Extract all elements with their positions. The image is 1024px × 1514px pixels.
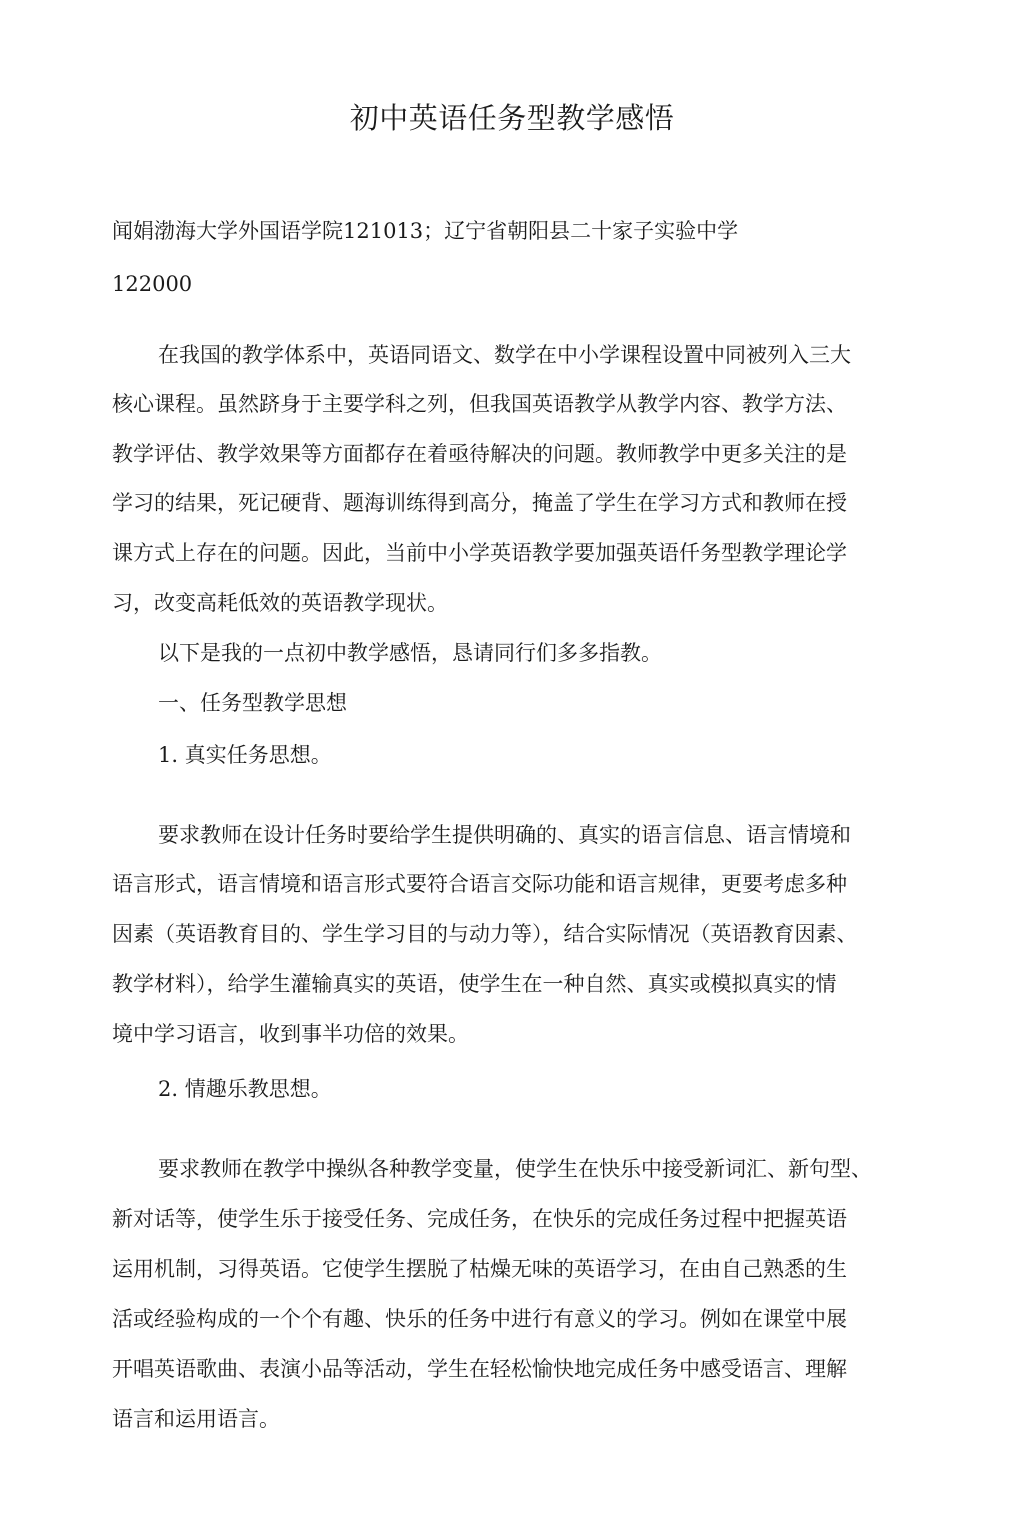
paragraph-line: 开唱英语歌曲、表演小品等活动，学生在轻松愉快地完成任务中感受语言、理解 (112, 1357, 847, 1381)
paragraph-line: 运用机制，习得英语。它使学生摆脱了枯燥无味的英语学习，在由自己熟悉的生 (112, 1257, 847, 1281)
paragraph-line: 习，改变高耗低效的英语教学现状。 (112, 591, 448, 615)
paragraph-line: 要求教师在教学中操纵各种教学变量，使学生在快乐中接受新词汇、新句型、 (158, 1157, 872, 1181)
section-heading: 一、任务型教学思想 (158, 691, 347, 715)
author-postcode: 122000 (112, 272, 193, 296)
paragraph-line: 课方式上存在的问题。因此，当前中小学英语教学要加强英语仟务型教学理论学 (112, 541, 847, 565)
paragraph-line: 教学评估、教学效果等方面都存在着亟待解决的问题。教师教学中更多关注的是 (112, 442, 847, 466)
paragraph-line: 活或经验构成的一个个有趣、快乐的任务中进行有意义的学习。例如在课堂中展 (112, 1307, 847, 1331)
paragraph-line: 要求教师在设计任务时要给学生提供明确的、真实的语言信息、语言情境和 (158, 823, 851, 847)
paragraph-line: 因素（英语教育目的、学生学习目的与动力等），结合实际情况（英语教育因素、 (112, 922, 858, 946)
paragraph-line: 核心课程。虽然跻身于主要学科之列，但我国英语教学从教学内容、教学方法、 (112, 392, 847, 416)
paragraph-line: 在我国的教学体系中，英语同语文、数学在中小学课程设置中同被列入三大 (158, 343, 851, 367)
paragraph-line: 语言和运用语言。 (112, 1407, 280, 1431)
paragraph-line: 境中学习语言，收到事半功倍的效果。 (112, 1022, 469, 1046)
author-affiliation: 闻娟渤海大学外国语学院121013；辽宁省朝阳县二十家子实验中学 (112, 219, 739, 243)
subsection-heading: 2. 情趣乐教思想。 (158, 1077, 332, 1101)
paragraph-line: 语言形式，语言情境和语言形式要符合语言交际功能和语言规律，更要考虑多种 (112, 872, 847, 896)
paragraph-line: 以下是我的一点初中教学感悟，恳请同行们多多指教。 (158, 641, 662, 665)
paragraph-line: 学习的结果，死记硬背、题海训练得到高分，掩盖了学生在学习方式和教师在授 (112, 491, 847, 515)
paragraph-line: 新对话等，使学生乐于接受任务、完成任务，在快乐的完成任务过程中把握英语 (112, 1207, 847, 1231)
paragraph-line: 教学材料），给学生灌输真实的英语，使学生在一种自然、真实或模拟真实的情 (112, 972, 837, 996)
document-title: 初中英语任务型教学感悟 (349, 101, 675, 135)
subsection-heading: 1. 真实任务思想。 (158, 743, 332, 767)
